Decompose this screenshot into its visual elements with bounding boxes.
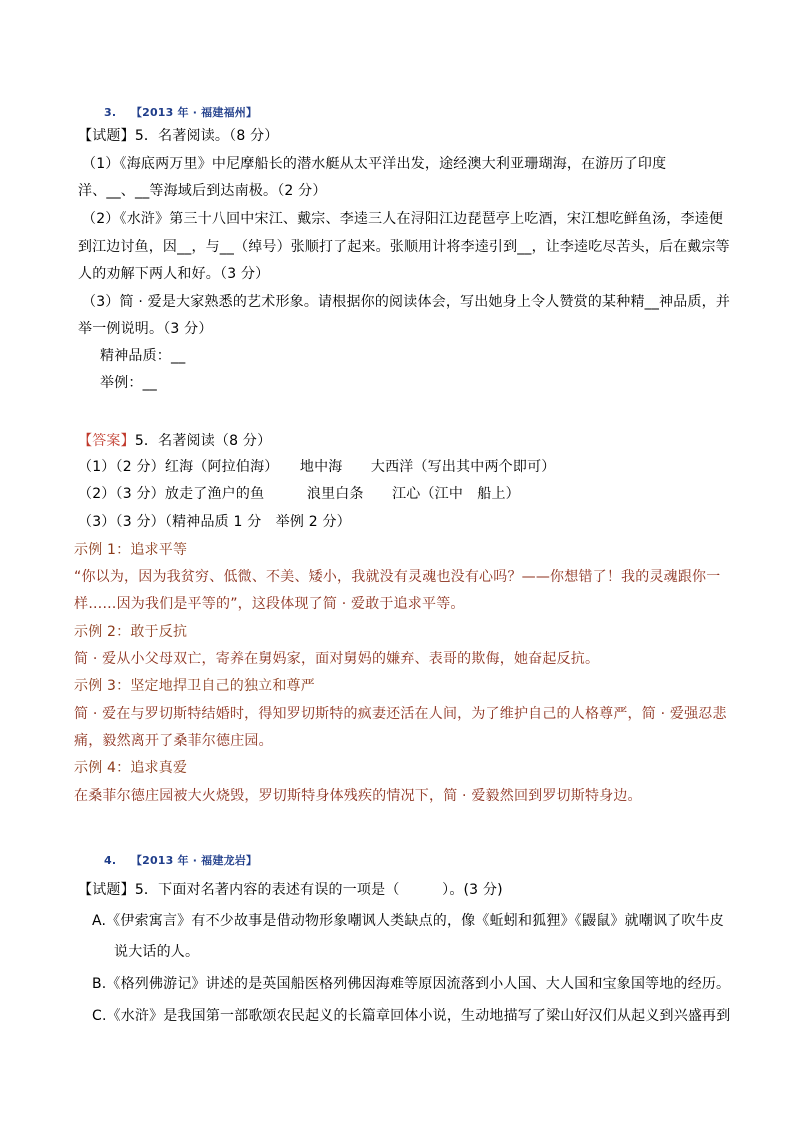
question-1-line-1: （1）《海底两万里》中尼摩船长的潜水艇从太平洋出发，途经澳大利亚珊瑚海，在游历了印度 <box>82 156 667 172</box>
question-2-line-3: 人的劝解下两人和好。（3 分） <box>78 266 270 282</box>
section-number: 4. <box>104 854 117 867</box>
example-1-line-1: “你以为，因为我贫穷、低微、不美、矮小，我就没有灵魂也没有心吗？——你想错了！我的灵魂跟你一 <box>74 569 721 585</box>
option-b-line-1: B.《格列佛游记》讲述的是英国船医格列佛因海难等原因流落到小人国、大人国和宝象国等地的经历。 <box>92 976 731 992</box>
answer-title: 5．名著阅读（8 分） <box>134 433 272 449</box>
option-a-line-2: 说大话的人。 <box>114 944 200 960</box>
example-1-line-2: 样……因为我们是平等的”，这段体现了简 · 爱敢于追求平等。 <box>74 596 465 612</box>
answer-2: （2）（3 分）放走了渔户的鱼 浪里白条 江心（江中 船上） <box>78 486 520 502</box>
question-1-line-2: 洋、__、__等海域后到达南极。（2 分） <box>78 183 327 199</box>
question-heading <box>78 126 278 146</box>
question-heading <box>78 880 503 900</box>
answer-3: （3）（3 分）（精神品质 1 分 举例 2 分） <box>78 514 351 530</box>
example-2-heading: 示例 2：敢于反抗 <box>74 624 188 640</box>
example-4-heading: 示例 4：追求真爱 <box>74 760 188 776</box>
spirit-quality-prompt: 精神品质：__ <box>100 348 186 364</box>
example-2-line-1: 简 · 爱从小父母双亡，寄养在舅妈家，面对舅妈的嫌弃、表哥的欺侮，她奋起反抗。 <box>74 651 600 667</box>
question-2-line-1: （2）《水浒》第三十八回中宋江、戴宗、李逵三人在浔阳江边琵琶亭上吃酒，宋江想吃鲜鱼汤，李逵便 <box>82 211 724 227</box>
section-tag: 【2013 年 · 福建龙岩】 <box>130 854 258 867</box>
section-3-header <box>104 102 257 123</box>
option-a-line-1: A.《伊索寓言》有不少故事是借动物形象嘲讽人类缺点的，像《蚯蚓和狐狸》《鼹鼠》就嘲讽了吹牛皮 <box>92 913 724 929</box>
question-title: 5．下面对名著内容的表述有误的一项是（ ）。(3 分) <box>134 882 503 898</box>
example-1-heading: 示例 1：追求平等 <box>74 542 188 558</box>
example-prompt: 举例：__ <box>100 375 157 391</box>
section-4-header <box>104 850 257 871</box>
question-label: 【试题】 <box>78 882 135 898</box>
answer-label: 【答案】 <box>78 433 135 449</box>
section-tag: 【2013 年 · 福建福州】 <box>130 106 258 119</box>
example-3-line-2: 痛，毅然离开了桑菲尔德庄园。 <box>74 733 273 749</box>
section-number: 3. <box>104 106 117 119</box>
question-title: 5．名著阅读。（8 分） <box>134 128 279 144</box>
example-3-line-1: 简 · 爱在与罗切斯特结婚时，得知罗切斯特的疯妻还活在人间，为了维护自己的人格尊严，简 · 爱强忍悲 <box>74 706 727 722</box>
answer-heading <box>78 431 271 451</box>
question-3-line-2: 举一例说明。（3 分） <box>78 321 213 337</box>
question-3-line-1: （3）简 · 爱是大家熟悉的艺术形象。请根据你的阅读体会，写出她身上令人赞赏的某种精__神品质，并 <box>82 294 731 310</box>
example-3-heading: 示例 3：坚定地捍卫自己的独立和尊严 <box>74 678 315 694</box>
answer-1: （1）（2 分）红海（阿拉伯海） 地中海 大西洋（写出其中两个即可） <box>78 459 556 475</box>
option-c-line-1: C.《水浒》是我国第一部歌颂农民起义的长篇章回体小说，生动地描写了梁山好汉们从起义到兴盛再到 <box>92 1008 731 1024</box>
question-2-line-2: 到江边讨鱼，因__，与__（绰号）张顺打了起来。张顺用计将李逵引到__，让李逵吃尽苦头，后在戴宗等 <box>78 239 730 255</box>
question-label: 【试题】 <box>78 128 135 144</box>
example-4-line-1: 在桑菲尔德庄园被大火烧毁，罗切斯特身体残疾的情况下，简 · 爱毅然回到罗切斯特身边。 <box>74 788 642 804</box>
